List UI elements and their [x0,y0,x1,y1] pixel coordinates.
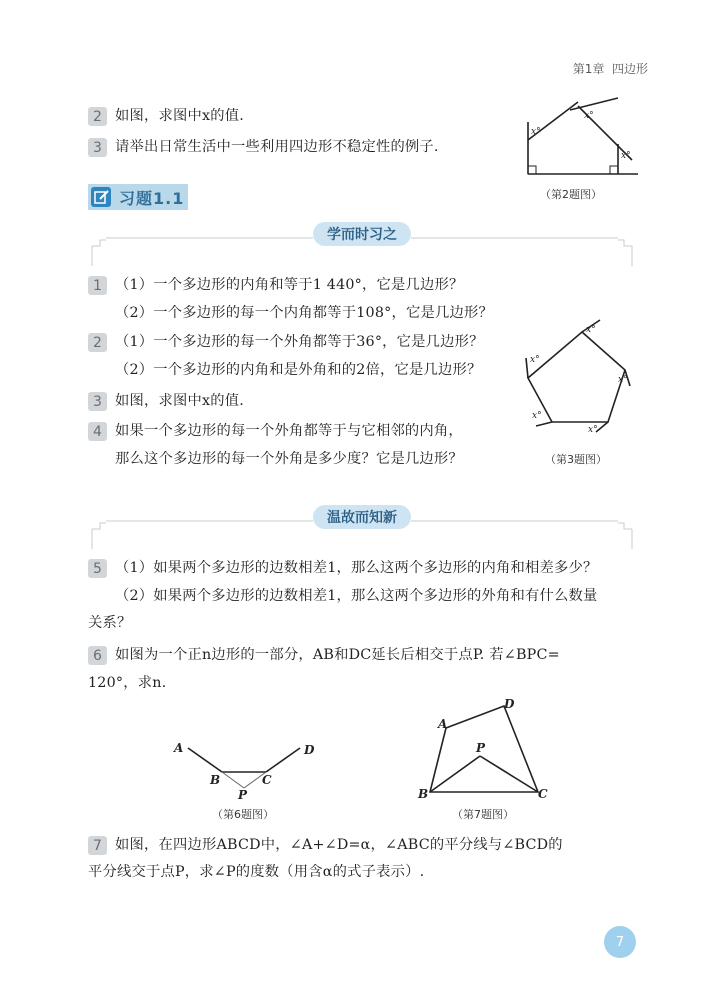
fig7-label-C: C [538,787,548,801]
section-banner: 学而时习之 [313,222,411,246]
problem-number: 1 [88,276,107,295]
fig6-label-C: C [262,773,272,787]
figure-3 [514,318,644,442]
pencil-book-icon [91,187,111,207]
section-banner: 温故而知新 [313,505,411,529]
problem-number: 7 [88,836,107,855]
section-label: 四边形 [611,62,648,76]
chapter-label: 第1章 [572,62,605,76]
fig6-label-B: B [210,773,221,787]
exercise-title: 习题1.1 [119,188,185,208]
problem-text: 请举出日常生活中一些利用四边形不稳定性的例子. [115,139,439,155]
problem-number: 4 [88,422,107,441]
problem-text: 如图，在四边形ABCD中，∠A+∠D=α，∠ABC的平分线与∠BCD的 [115,837,563,853]
running-header [573,60,648,77]
fig2-angle-label: x° [621,151,631,161]
problem-text: （2）一个多边形的每一个内角都等于108°，它是几边形？ [115,305,493,321]
fig3-angle-label: x° [586,325,596,335]
problem-text: 那么这个多边形的每一个外角是多少度？它是几边形？ [115,451,463,467]
fig6-label-D: D [304,743,315,757]
fig7-label-D: D [504,697,515,711]
fig3-angle-label: x° [530,355,540,365]
problem-text: （1）如果两个多边形的边数相差1，那么这两个多边形的内角和相差多少？ [115,560,598,576]
problem-number: 3 [88,392,107,411]
fig3-pentagon [528,332,625,422]
figure-2 [500,96,650,180]
problem-text: 120°，求n. [88,675,167,691]
problem-text: 如图，求图中x的值. [115,393,244,409]
fig3-angle-label: x° [618,375,628,385]
problem-text: （1）一个多边形的每一个外角都等于36°，它是几边形？ [115,334,484,350]
problem-number: 2 [88,107,107,126]
fig2-angle-label: x° [584,111,594,121]
problem-number: 5 [88,559,107,578]
fig6-label-P: P [238,788,248,800]
fig3-angle-label: x° [588,425,598,435]
problem-number: 3 [88,138,107,157]
page-number: 7 [604,926,636,958]
figure-7 [414,694,558,804]
fig2-caption: （第2题图） [540,188,602,201]
problem-text: （2）如果两个多边形的边数相差1，那么这两个多边形的外角和有什么数量 [115,588,598,604]
fig7-label-P: P [476,741,486,755]
problem-text: 关系？ [88,615,132,631]
problem-text: 如图，求图中x的值. [115,108,244,124]
fig7-caption: （第7题图） [452,808,514,821]
fig6-label-A: A [174,741,184,755]
fig3-angle-label: x° [532,411,542,421]
fig6-caption: （第6题图） [212,808,274,821]
problem-text: 平分线交于点P，求∠P的度数（用含α的式子表示）. [88,864,425,880]
problem-number: 6 [88,646,107,665]
exercise-header [88,184,188,210]
fig2-roof-right [570,98,618,110]
fig2-angle-label: x° [531,127,541,137]
fig7-label-B: B [418,787,429,801]
fig7-label-A: A [438,717,448,731]
problem-text: （1）一个多边形的内角和等于1 440°，它是几边形？ [115,277,464,293]
figure-6 [168,738,328,800]
problem-number: 2 [88,333,107,352]
problem-text: 如果一个多边形的每一个外角都等于与它相邻的内角， [115,423,463,439]
problem-text: （2）一个多边形的内角和是外角和的2倍，它是几边形？ [115,362,482,378]
problem-text: 如图为一个正n边形的一部分，AB和DC延长后相交于点P. 若∠BPC= [115,647,560,663]
fig3-caption: （第3题图） [545,453,607,466]
